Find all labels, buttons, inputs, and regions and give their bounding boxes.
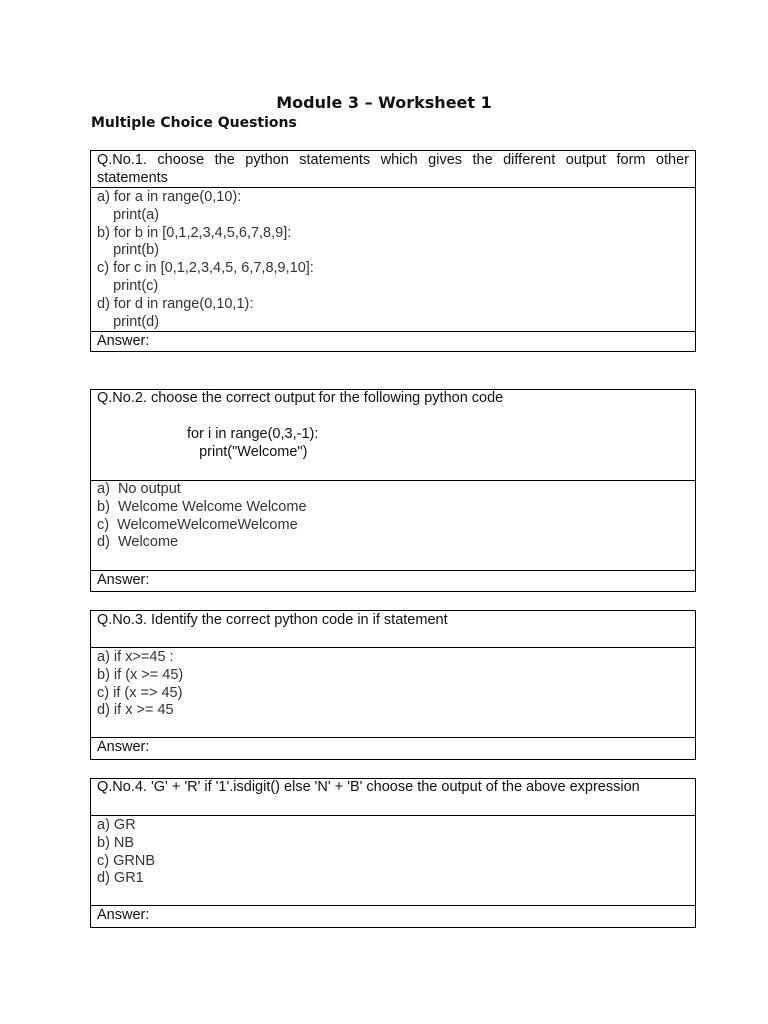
option-c: c) WelcomeWelcomeWelcome [97, 516, 298, 533]
question-box-2 [90, 389, 696, 592]
option-c: c) if (x => 45) [97, 684, 183, 701]
question-box-3 [90, 610, 696, 760]
option-a-body: print(a) [97, 206, 160, 223]
option-b: b) NB [97, 834, 135, 851]
option-b: b) Welcome Welcome Welcome [97, 498, 307, 515]
question-header [91, 390, 695, 480]
option-a: a) No output [97, 481, 181, 497]
question-text: Q.No.4. 'G' + 'R' if '1'.isdigit() else 'N' + 'B' choose the output of the above expression [97, 779, 640, 795]
option-a: a) GR [97, 817, 136, 833]
answer-field[interactable]: Answer: [91, 570, 695, 591]
answer-field[interactable]: Answer: [91, 905, 695, 927]
option-b: b) for b in [0,1,2,3,4,5,6,7,8,9]: [97, 224, 292, 241]
option-a: a) for a in range(0,10): [97, 189, 242, 205]
option-c: c) GRNB [97, 852, 155, 869]
option-a: a) if x>=45 : [97, 649, 174, 665]
answer-field[interactable]: Answer: [91, 737, 695, 759]
options-list [91, 647, 695, 737]
question-text: Q.No.2. choose the correct output for the following python code [97, 390, 504, 406]
answer-field[interactable]: Answer: [91, 331, 695, 351]
option-d: d) Welcome [97, 534, 179, 551]
code-line-1: for i in range(0,3,-1): [187, 425, 319, 442]
option-b: b) if (x >= 45) [97, 666, 184, 683]
option-d-body: print(d) [97, 313, 160, 330]
question-text: Q.No.1. choose the python statements which gives the different output form other statements [97, 152, 689, 186]
option-d: d) GR1 [97, 870, 144, 887]
options-list [91, 187, 695, 331]
option-d: d) if x >= 45 [97, 702, 174, 719]
option-b-body: print(b) [97, 242, 160, 259]
question-box-4 [90, 778, 696, 928]
option-c: c) for c in [0,1,2,3,4,5, 6,7,8,9,10]: [97, 260, 314, 277]
question-box-1 [90, 150, 696, 352]
option-d: d) for d in range(0,10,1): [97, 295, 254, 312]
section-subtitle: Multiple Choice Questions [91, 115, 297, 131]
options-list [91, 815, 695, 905]
worksheet-title: Module 3 – Worksheet 1 [276, 93, 492, 112]
question-text: Q.No.3. Identify the correct python code in if statement [97, 612, 448, 628]
code-line-2: print("Welcome") [187, 443, 308, 460]
option-c-body: print(c) [97, 277, 159, 294]
options-list [91, 480, 695, 570]
